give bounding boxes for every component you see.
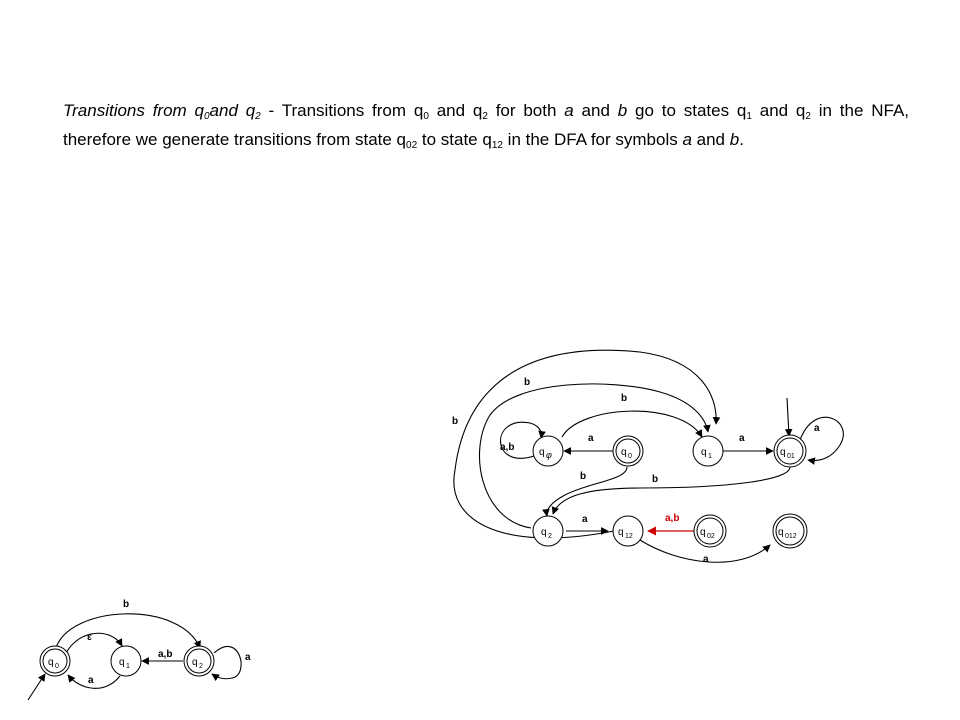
state-sub: 1 (708, 453, 712, 460)
state-sub: 12 (625, 533, 633, 540)
nfa-edge-q0-q2 (56, 614, 200, 648)
dfa-edge-q01-q2 (553, 467, 790, 514)
body-text: and (691, 130, 730, 149)
dfa-label: a (739, 433, 745, 444)
symbol-b: b (617, 101, 628, 120)
heading-text: and q (209, 101, 256, 120)
body-text: - Transitions from q (260, 101, 424, 120)
dfa-edge-q2-q1 (479, 384, 708, 528)
dfa-edge-q12-q1 (454, 350, 716, 538)
body-sub: 0 (423, 111, 429, 122)
body-text: . (739, 130, 744, 149)
body-sub: 02 (406, 140, 418, 151)
dfa-diagram (452, 350, 843, 565)
nfa-edge-q0-q1 (66, 633, 122, 653)
body-text: to state q (417, 130, 492, 149)
state-sub: 0 (628, 453, 632, 460)
dfa-label-highlight: a,b (665, 513, 680, 524)
heading-sub: 0 (203, 111, 210, 122)
dfa-state-q12 (613, 516, 643, 546)
body-sub: 2 (482, 111, 488, 122)
nfa-label: a (88, 675, 94, 686)
dfa-state-qphi (533, 436, 563, 466)
dfa-state-q01 (774, 435, 806, 467)
dfa-label: b (452, 416, 459, 427)
symbol-a: a (682, 130, 692, 149)
state-sub: 02 (707, 533, 715, 540)
nfa-label: a (245, 652, 251, 663)
dfa-start-arrow (787, 398, 789, 436)
dfa-label: a (588, 433, 594, 444)
nfa-label: a,b (158, 649, 173, 660)
body-text: and (573, 101, 618, 120)
state-sub: 1 (126, 663, 130, 670)
state-base: q (621, 447, 627, 458)
body-sub: 1 (746, 111, 752, 122)
symbol-a: a (564, 101, 574, 120)
body-text: and q (751, 101, 806, 120)
body-text: in the NFA, therefore we generate transitions from state q (63, 101, 910, 149)
symbol-b: b (729, 130, 740, 149)
nfa-label: ε (87, 632, 92, 643)
dfa-label: b (621, 393, 628, 404)
state-base: q (192, 657, 198, 668)
body-text: in the DFA for symbols (502, 130, 683, 149)
body-sub: 2 (805, 111, 811, 122)
state-base: q (701, 447, 707, 458)
state-sub: 2 (548, 533, 552, 540)
dfa-state-q0 (613, 436, 643, 466)
state-base: q (119, 657, 125, 668)
dfa-label: a (814, 423, 820, 434)
dfa-label: b (652, 474, 659, 485)
state-base: q (778, 527, 784, 538)
state-sub: 012 (785, 533, 797, 540)
state-base: q (539, 447, 545, 458)
dfa-state-q1 (693, 436, 723, 466)
heading-text: Transitions from q (63, 101, 204, 120)
dfa-state-q02 (694, 515, 726, 547)
dfa-label: a,b (500, 442, 515, 453)
nfa-state-q2 (184, 646, 214, 676)
heading-sub: 2 (255, 111, 261, 122)
dfa-label: a (582, 514, 588, 525)
state-base: q (700, 527, 706, 538)
dfa-state-q012 (773, 514, 807, 548)
state-sub: 01 (787, 453, 795, 460)
state-sub: 0 (55, 663, 59, 670)
body-text: for both (487, 101, 565, 120)
body-text: go to states q (627, 101, 747, 120)
nfa-label: b (123, 599, 130, 610)
state-base: q (618, 527, 624, 538)
nfa-diagram (28, 599, 251, 700)
state-base: q (48, 657, 54, 668)
nfa-edge-q1-q0 (68, 675, 120, 688)
nfa-state-q1 (111, 646, 141, 676)
dfa-edge-q01-self (800, 417, 843, 460)
dfa-edge-q0-q2 (547, 467, 627, 516)
dfa-state-q2 (533, 516, 563, 546)
dfa-label: b (524, 377, 531, 388)
nfa-start-arrow (28, 674, 45, 700)
dfa-label: a (703, 554, 709, 565)
state-sub: 2 (199, 663, 203, 670)
nfa-edge-q2-self (212, 646, 241, 678)
state-base: q (541, 527, 547, 538)
dfa-edge-qphi-q1 (562, 411, 702, 437)
body-sub: 12 (491, 140, 503, 151)
body-text: and q (428, 101, 483, 120)
state-base: q (780, 447, 786, 458)
state-sub: φ (546, 450, 552, 460)
nfa-state-q0 (40, 646, 70, 676)
dfa-label: b (580, 471, 587, 482)
